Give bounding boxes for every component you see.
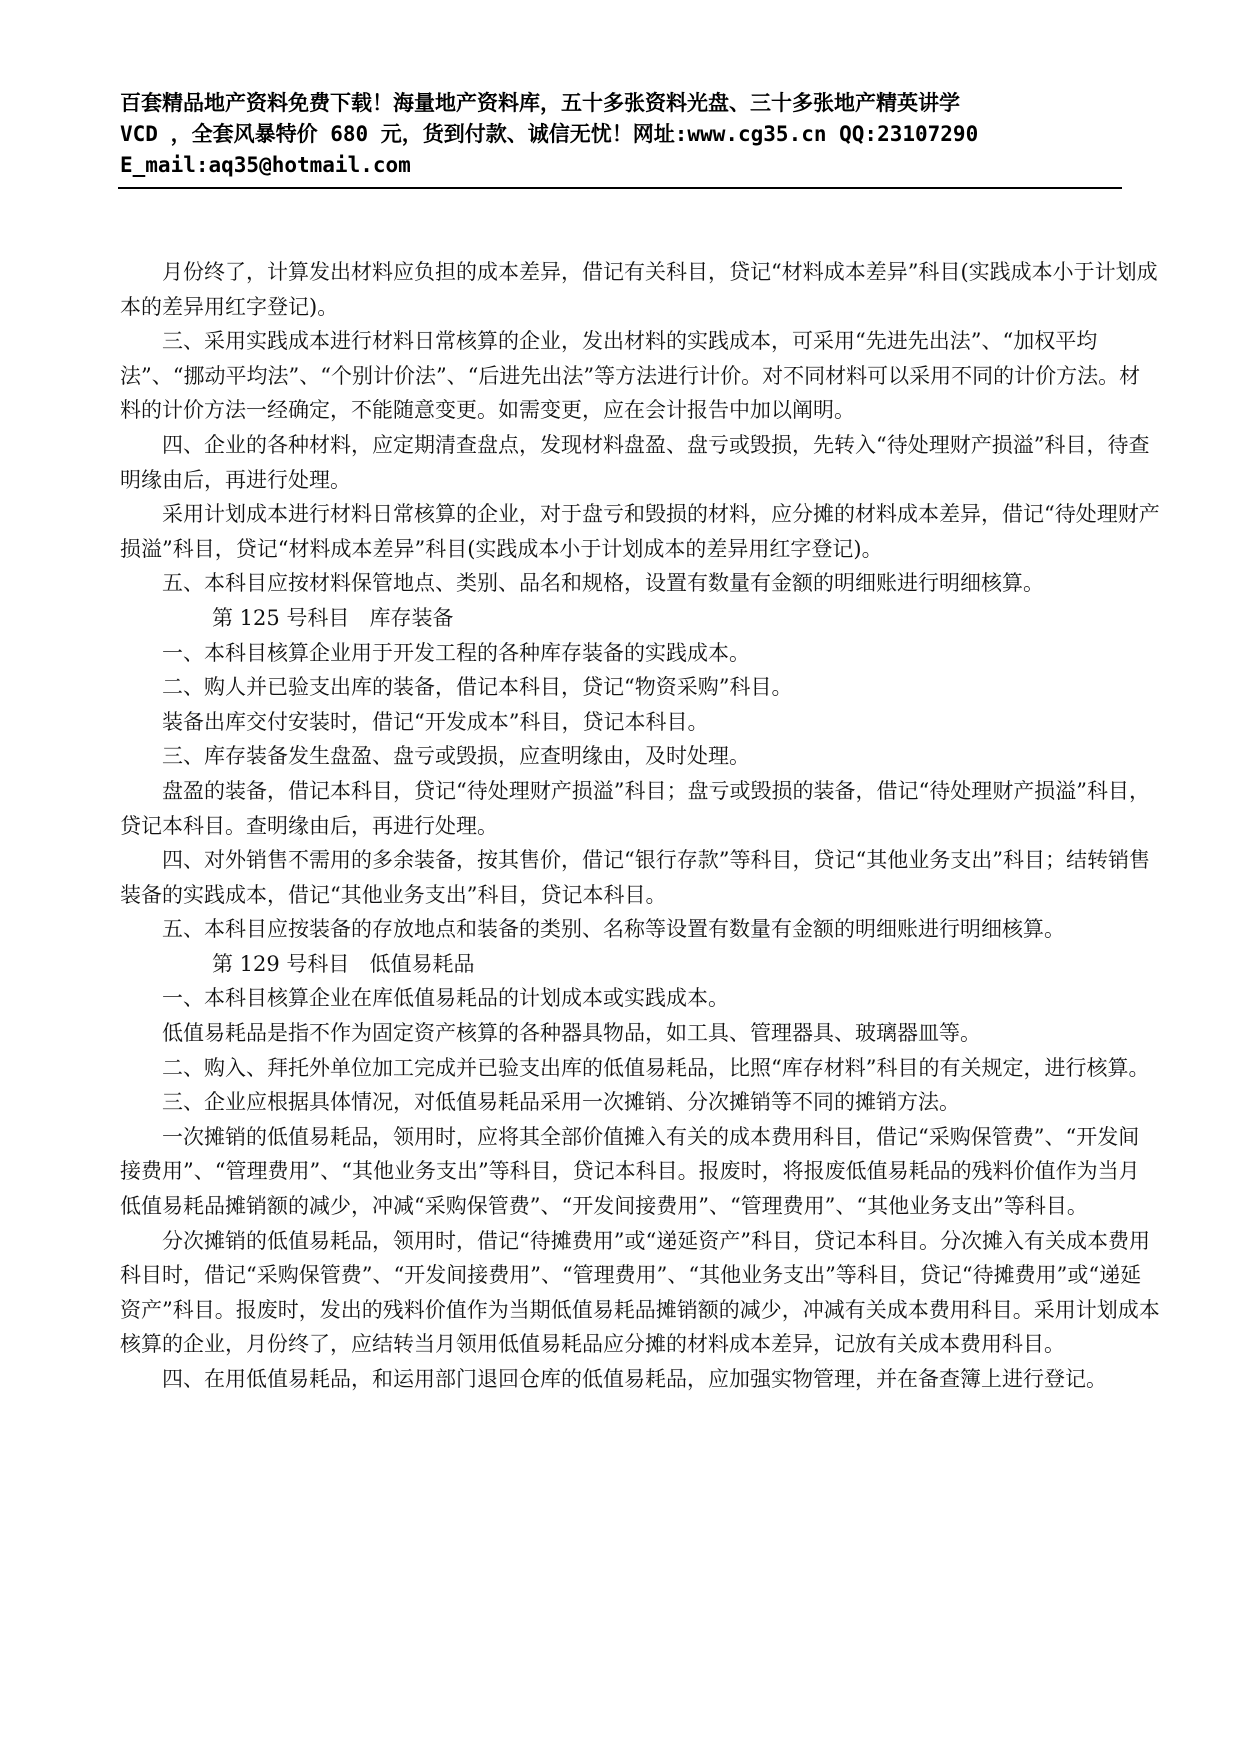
- body-paragraph: 二、购人并已验支出库的装备，借记本科目，贷记“物资采购”科目。: [162, 675, 793, 700]
- body-paragraph: 四、企业的各种材料，应定期清查盘点，发现材料盘盈、盘亏或毁损，先转入“待处理财产损溢”科目，待查明缘由后，再进行处理。: [120, 432, 1150, 492]
- body-paragraph: 盘盈的装备，借记本科目，贷记“待处理财产损溢”科目；盘亏或毁损的装备，借记“待处理财产损溢”科目，贷记本科目。查明缘由后，再进行处理。: [120, 778, 1150, 838]
- section-title: 第 125 号科目 库存装备: [212, 605, 454, 630]
- body-paragraph: 装备出库交付安装时，借记“开发成本”科目，贷记本科目。: [162, 709, 709, 734]
- page-header: [120, 88, 1120, 181]
- document-body: [120, 255, 1160, 1397]
- body-paragraph: 采用计划成本进行材料日常核算的企业，对于盘亏和毁损的材料，应分摊的材料成本差异，借记“待处理财产损溢”科目，贷记“材料成本差异”科目(实践成本小于计划成本的差异用红字登记)。: [120, 502, 1160, 561]
- body-paragraph: 三、库存装备发生盘盈、盘亏或毁损，应查明缘由，及时处理。: [162, 744, 750, 769]
- body-paragraph: 低值易耗品是指不作为固定资产核算的各种器具物品，如工具、管理器具、玻璃器皿等。: [162, 1021, 981, 1046]
- body-paragraph: 一、本科目核算企业用于开发工程的各种库存装备的实践成本。: [162, 640, 750, 665]
- body-paragraph: 二、购入、拜托外单位加工完成并已验支出库的低值易耗品，比照“库存材料”科目的有关规定，进行核算。: [162, 1055, 1150, 1080]
- body-paragraph: 月份终了，计算发出材料应负担的成本差异，借记有关科目，贷记“材料成本差异”科目(实践成本小于计划成本的差异用红字登记)。: [120, 260, 1158, 319]
- body-paragraph: 五、本科目应按材料保管地点、类别、品名和规格，设置有数量有金额的明细账进行明细核算。: [162, 571, 1044, 596]
- header-line-contact: VCD ，全套风暴特价 680 元，货到付款、诚信无忧！网址:www.cg35.cn QQ:23107290: [120, 122, 979, 146]
- body-paragraph: 分次摊销的低值易耗品，领用时，借记“待摊费用”或“递延资产”科目，贷记本科目。分次摊入有关成本费用科目时，借记“采购保管费”、“开发间接费用”、“管理费用”、“其他业务支出”等科目，贷记“待摊费用”或“递延资产”科目。报废时，发出的残料价值作为当期低值易耗品摊销额的减少，冲减有关成本费用科目。采用计划成本核算的企业，月份终了，应结转当月领用低值易耗品应分摊的材料成本差异，记放有关成本费用科目。: [120, 1228, 1160, 1357]
- body-paragraph: 四、在用低值易耗品，和运用部门退回仓库的低值易耗品，应加强实物管理，并在备查簿上进行登记。: [162, 1367, 1107, 1391]
- header-line-ad: 百套精品地产资料免费下载！海量地产资料库，五十多张资料光盘、三十多张地产精英讲学: [120, 91, 960, 115]
- header-divider: [118, 187, 1122, 189]
- body-paragraph: 三、企业应根据具体情况，对低值易耗品采用一次摊销、分次摊销等不同的摊销方法。: [162, 1090, 960, 1115]
- body-paragraph: 一次摊销的低值易耗品，领用时，应将其全部价值摊入有关的成本费用科目，借记“采购保管费”、“开发间接费用”、“管理费用”、“其他业务支出”等科目，贷记本科目。报废时，将报废低值易耗品的残料价值作为当月低值易耗品摊销额的减少，冲减“采购保管费”、“开发间接费用”、“管理费用”、“其他业务支出”等科目。: [120, 1124, 1140, 1219]
- body-paragraph: 四、对外销售不需用的多余装备，按其售价，借记“银行存款”等科目，贷记“其他业务支出”科目；结转销售装备的实践成本，借记“其他业务支出”科目，贷记本科目。: [120, 848, 1150, 907]
- section-title: 第 129 号科目 低值易耗品: [212, 951, 475, 976]
- header-line-email: E_mail:aq35@hotmail.com: [120, 153, 411, 177]
- body-paragraph: 五、本科目应按装备的存放地点和装备的类别、名称等设置有数量有金额的明细账进行明细核算。: [162, 917, 1065, 942]
- body-paragraph: 三、采用实践成本进行材料日常核算的企业，发出材料的实践成本，可采用“先进先出法”、“加权平均法”、“挪动平均法”、“个别计价法”、“后进先出法”等方法进行计价。对不同材料可以采用不同的计价方法。材料的计价方法一经确定，不能随意变更。如需变更，应在会计报告中加以阐明。: [120, 329, 1141, 423]
- body-paragraph: 一、本科目核算企业在库低值易耗品的计划成本或实践成本。: [162, 986, 729, 1011]
